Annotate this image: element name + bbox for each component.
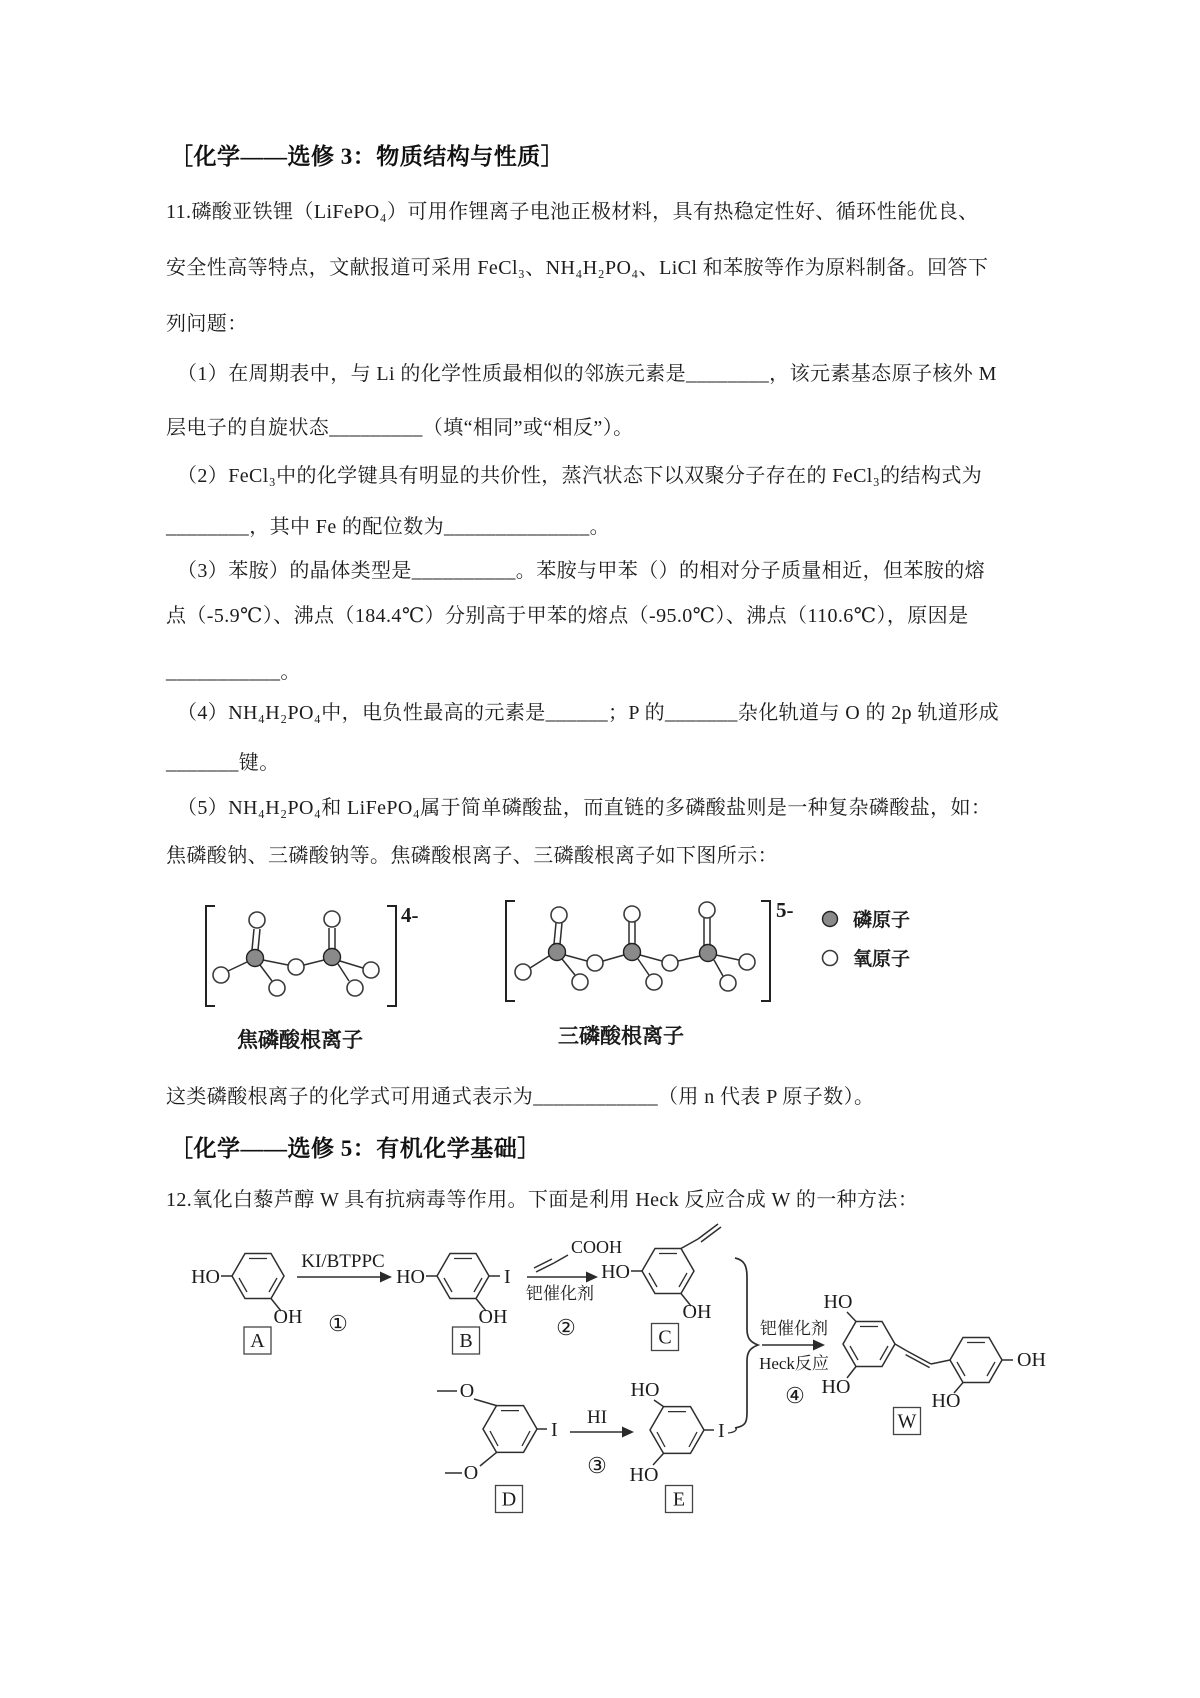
q11-line-10: ___________。 [166,661,301,683]
oxygen-atom [213,967,229,983]
compound-b-label: B [459,1330,473,1352]
oxygen-atom [363,962,379,978]
right-bracket [761,901,770,1001]
oxygen-atom [587,955,603,971]
step4-number: ④ [785,1383,805,1408]
q11-line-6: （2）FeCl₃中的化学键具有明显的共价性，蒸汽状态下以双聚分子存在的 FeCl₃的结构式为 [177,465,983,487]
triphosphate-caption: 三磷酸根离子 [558,1024,684,1048]
q12-intro-line: 12.氧化白藜芦醇 W 具有抗病毒等作用。下面是利用 Heck 反应合成 W 的一种方法： [166,1189,919,1211]
hydroxyl-label: HO [396,1266,425,1288]
oxygen-atom [720,975,736,991]
q11-line-1: 11.磷酸亚铁锂（LiFePO₄）可用作锂离子电池正极材料，具有热稳定性好、循环性能优良、 [166,201,979,223]
benzene-ring-w-left [843,1322,895,1367]
hydroxyl-label: HO [630,1379,660,1401]
iodine-label: I [504,1266,511,1288]
step4-reaction-label: Heck反应 [759,1354,829,1373]
right-bracket [387,906,396,1006]
legend-oxygen-icon [823,951,838,966]
hydroxyl-label: OH [273,1306,303,1328]
section2-title: ［化学——选修 5：有机化学基础］ [170,1136,541,1161]
benzene-ring-b [437,1254,489,1299]
hydroxyl-label: HO [823,1291,853,1313]
pyrophosphate-caption: 焦磷酸根离子 [237,1028,363,1052]
oxygen-atom [269,980,285,996]
legend-oxygen-label: 氧原子 [853,949,911,970]
compound-w-label: W [897,1410,917,1433]
q11-line-2: 安全性高等特点，文献报道可采用 FeCl₃、NH₄H₂PO₄、LiCl 和苯胺等作为原料制备。回答下 [166,257,989,279]
benzene-ring-w-right [950,1338,1002,1383]
compound-a-label: A [250,1330,265,1352]
benzene-ring-d [483,1406,537,1453]
left-bracket [206,906,215,1006]
hydroxyl-label: OH [682,1301,712,1323]
oxygen-atom [347,980,363,996]
legend-phosphorus-label: 磷原子 [853,910,911,931]
hydroxyl-label: HO [821,1376,851,1398]
q11-generic-formula-line: 这类磷酸根离子的化学式可用通式表示为____________（用 n 代表 P 原子数）。 [166,1086,875,1108]
hydroxyl-label: OH [478,1306,508,1328]
combining-brace [735,1258,758,1428]
step1-number: ① [328,1311,348,1336]
left-bracket [506,901,515,1001]
hydroxyl-label: HO [931,1390,961,1412]
hydroxyl-label: HO [601,1261,630,1283]
oxygen-atom [515,964,531,980]
oxygen-atom [572,974,588,990]
q11-line-3: 列问题： [166,313,248,335]
oxygen-atom [324,911,340,927]
hydroxyl-label: HO [191,1266,220,1288]
compound-e-label: E [672,1488,686,1511]
acrylic-acid-label: COOH [571,1237,623,1257]
step2-number: ② [556,1315,576,1340]
hydroxyl-label: OH [1017,1349,1046,1371]
benzene-ring-e [650,1407,704,1454]
q11-line-14: 焦磷酸钠、三磷酸钠等。焦磷酸根离子、三磷酸根离子如下图所示： [166,845,778,867]
oxygen-atom [662,955,678,971]
q11-line-5: 层电子的自旋状态_________（填“相同”或“相反”）。 [166,417,634,439]
oxygen-atom [699,902,715,918]
oxygen-atom [646,974,662,990]
q11-line-11: （4）NH₄H₂PO₄中，电负性最高的元素是______；P 的_______杂化轨道与 O 的 2p 轨道形成 [177,702,1000,724]
phosphorus-atom [624,944,641,961]
iodine-label: I [718,1420,725,1442]
oxygen-atom [551,907,567,923]
section1-title: ［化学——选修 3：物质结构与性质］ [170,144,565,169]
compound-d-label: D [501,1488,517,1511]
oxygen-label: O [459,1380,475,1402]
phosphorus-atom [324,949,341,966]
q11-line-12: _______键。 [166,752,280,774]
legend-phosphorus-icon [823,912,838,927]
q11-line-9: 点（-5.9℃）、沸点（184.4℃）分别高于甲苯的熔点（-95.0℃）、沸点（110.6℃），原因是 [166,605,969,627]
hydroxyl-label: HO [629,1464,659,1486]
step3-number: ③ [587,1453,607,1478]
oxygen-atom [288,959,304,975]
phosphate-ions-figure [150,870,930,1070]
pyrophosphate-charge: 4- [401,903,419,927]
oxygen-label: O [463,1462,479,1484]
step2-catalyst-label: 钯催化剂 [526,1284,594,1303]
q11-line-8: （3）苯胺）的晶体类型是__________。苯胺与甲苯（）的相对分子质量相近，但苯胺的熔 [177,560,985,582]
q11-line-13: （5）NH₄H₂PO₄和 LiFePO₄属于简单磷酸盐，而直链的多磷酸盐则是一种复杂磷酸盐，如： [177,797,992,819]
heck-reaction-scheme [140,1215,1140,1545]
oxygen-atom [739,954,755,970]
oxygen-atom [249,912,265,928]
step1-reagent-label: KI/BTPPC [301,1251,385,1272]
oxygen-atom [624,906,640,922]
q11-line-4: （1）在周期表中，与 Li 的化学性质最相似的邻族元素是________，该元素基态原子核外 M [177,363,997,385]
step3-reagent-label: HI [586,1407,608,1428]
phosphorus-atom [549,944,566,961]
phosphorus-atom [247,950,264,967]
iodine-label: I [551,1419,558,1441]
compound-c-label: C [658,1326,672,1349]
phosphorus-atom [700,945,717,962]
triphosphate-charge: 5- [776,898,794,922]
q11-line-7: ________，其中 Fe 的配位数为______________。 [166,516,610,538]
step4-catalyst-label: 钯催化剂 [760,1319,828,1338]
benzene-ring-c [642,1249,694,1294]
benzene-ring-a [232,1254,284,1299]
